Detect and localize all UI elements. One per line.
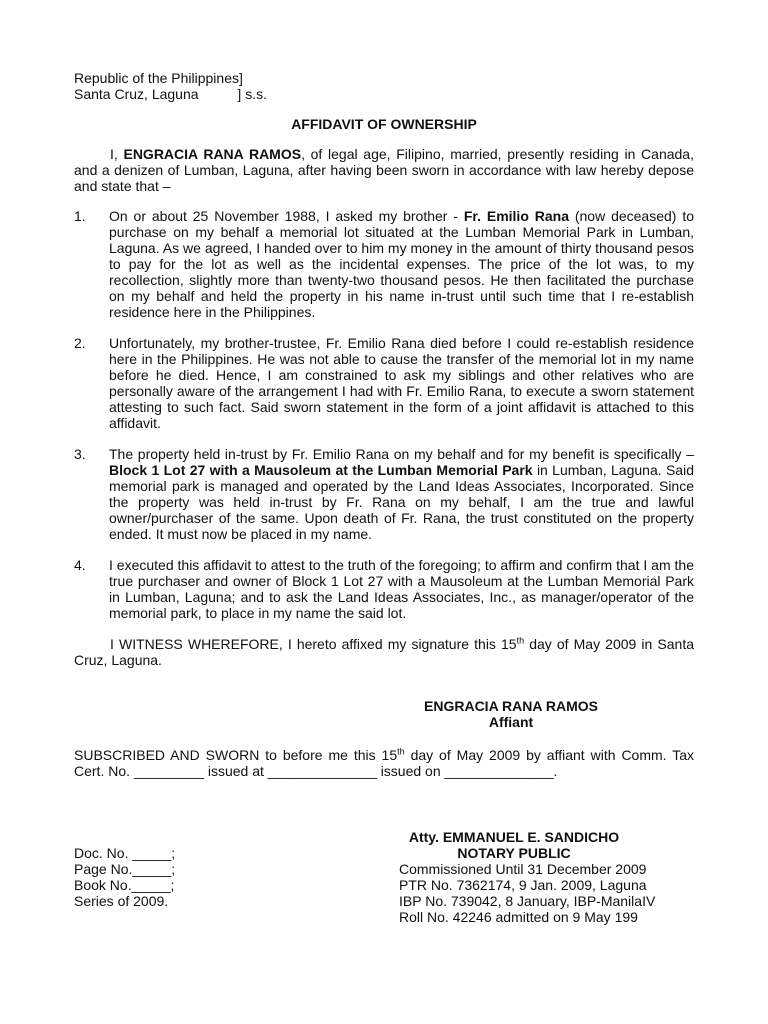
notary-name: Atty. EMMANUEL E. SANDICHO (408, 829, 620, 845)
witness-text: I WITNESS WHEREFORE, I hereto affixed my signature this 15 (110, 636, 517, 652)
statement-item (74, 557, 694, 621)
statement-text-continued: (now deceased) to purchase on my behalf a memorial lot situated at the Lumban Memorial Park in Lumban, Laguna. As we agreed, I handed over to him my money in the amount of thirty thousand pesos to pay for the lot as well as the incidental expenses. The price of the lot was, to my recollection, slightly more than twenty-two thousand pesos. He then facilitated the purchase on my behalf and held the property in his name in-trust until such time that I re-establish residence here in the Philippines. (109, 208, 694, 320)
affiant-signature-block (392, 698, 630, 730)
intro-paragraph (74, 146, 694, 194)
statement-text: I executed this affidavit to attest to the truth of the foregoing; to affirm and confirm that I am the true purchaser and owner of Block 1 Lot 27 with a Mausoleum at the Lumban Memorial Park in Lumban, Laguna; and to ask the Land Ideas Associates, Inc., as manager/operator of the memorial park, to place in my name the said lot. (109, 557, 694, 621)
affiant-name-inline: ENGRACIA RANA RAMOS (123, 146, 302, 162)
statement-bold-text: Fr. Emilio Rana (463, 208, 569, 224)
notary-ptr: PTR No. 7362174, 9 Jan. 2009, Laguna (399, 877, 647, 893)
doc-number: Doc. No. _____; (74, 845, 176, 861)
notary-title: NOTARY PUBLIC (457, 845, 571, 861)
statement-item (74, 335, 694, 431)
intro-text: , of legal age, Filipino, married, presently residing in Canada, and a denizen of Lumban, Laguna, after having been sworn in accordance with law hereby depose and state that – (74, 146, 694, 194)
jurat-text: SUBSCRIBED AND SWORN to before me this 15 (74, 747, 398, 763)
series-year: Series of 2009. (74, 893, 169, 909)
venue-header (74, 70, 694, 102)
statement-text: Unfortunately, my brother-trustee, Fr. Emilio Rana died before I could re-establish residence here in the Philippines. He was not able to cause the transfer of the memorial lot in my name before he died. Hence, I am constrained to ask my siblings and other relatives who are personally aware of the arrangement I had with Fr. Emilio Rana, to execute a sworn statement attesting to such fact. Said sworn statement in the form of a joint affidavit is attached to this affidavit. (109, 335, 694, 431)
jurat-ordinal-suffix: th (397, 746, 405, 757)
statement-number: 4. (74, 557, 86, 573)
statement-number: 2. (74, 335, 86, 351)
notarial-section (74, 829, 694, 929)
notary-roll: Roll No. 42246 admitted on 9 May 199 (399, 909, 638, 925)
document-title: AFFIDAVIT OF OWNERSHIP (291, 116, 477, 132)
page-number: Page No._____; (74, 861, 176, 877)
jurat-text-continued: day of May 2009 by affiant with Comm. Tax Cert. No. _________ issued at ______________ issued on ______________. (74, 747, 695, 779)
document-register (74, 845, 274, 909)
notary-details (399, 829, 699, 925)
venue-line-locality: Santa Cruz, Laguna ] s.s. (74, 86, 267, 102)
statement-item (74, 446, 694, 542)
statement-text: On or about 25 November 1988, I asked my brother - (109, 208, 464, 224)
notary-commission: Commissioned Until 31 December 2009 (399, 861, 647, 877)
statement-item (74, 208, 694, 320)
witness-clause (74, 636, 694, 668)
statement-bold-text: Block 1 Lot 27 with a Mausoleum at the Lumban Memorial Park (109, 462, 533, 478)
statement-number: 3. (74, 446, 86, 462)
witness-ordinal-suffix: th (516, 635, 525, 646)
affidavit-document (74, 70, 694, 929)
statement-number: 1. (74, 208, 86, 224)
notary-ibp: IBP No. 739042, 8 January, IBP-ManilaIV (399, 893, 656, 909)
venue-line-republic: Republic of the Philippines] (74, 70, 243, 86)
statement-text: The property held in-trust by Fr. Emilio Rana on my behalf and for my benefit is specifically – (109, 446, 694, 462)
affiant-name: ENGRACIA RANA RAMOS (424, 698, 598, 714)
witness-text-continued: day of May 2009 in Santa Cruz, Laguna. (74, 636, 694, 668)
intro-prefix: I, (110, 146, 124, 162)
numbered-statements (74, 208, 694, 621)
jurat-clause (74, 747, 694, 779)
affiant-label: Affiant (488, 714, 534, 730)
statement-text-continued: in Lumban, Laguna. Said memorial park is managed and operated by the Land Ideas Associates, Incorporated. Since the property was held in-trust by Fr. Rana on my behalf, I am the true and lawful owner/purchaser of the same. Upon death of Fr. Rana, the trust constituted on the property ended. It must now be placed in my name. (109, 462, 694, 542)
book-number: Book No._____; (74, 877, 175, 893)
